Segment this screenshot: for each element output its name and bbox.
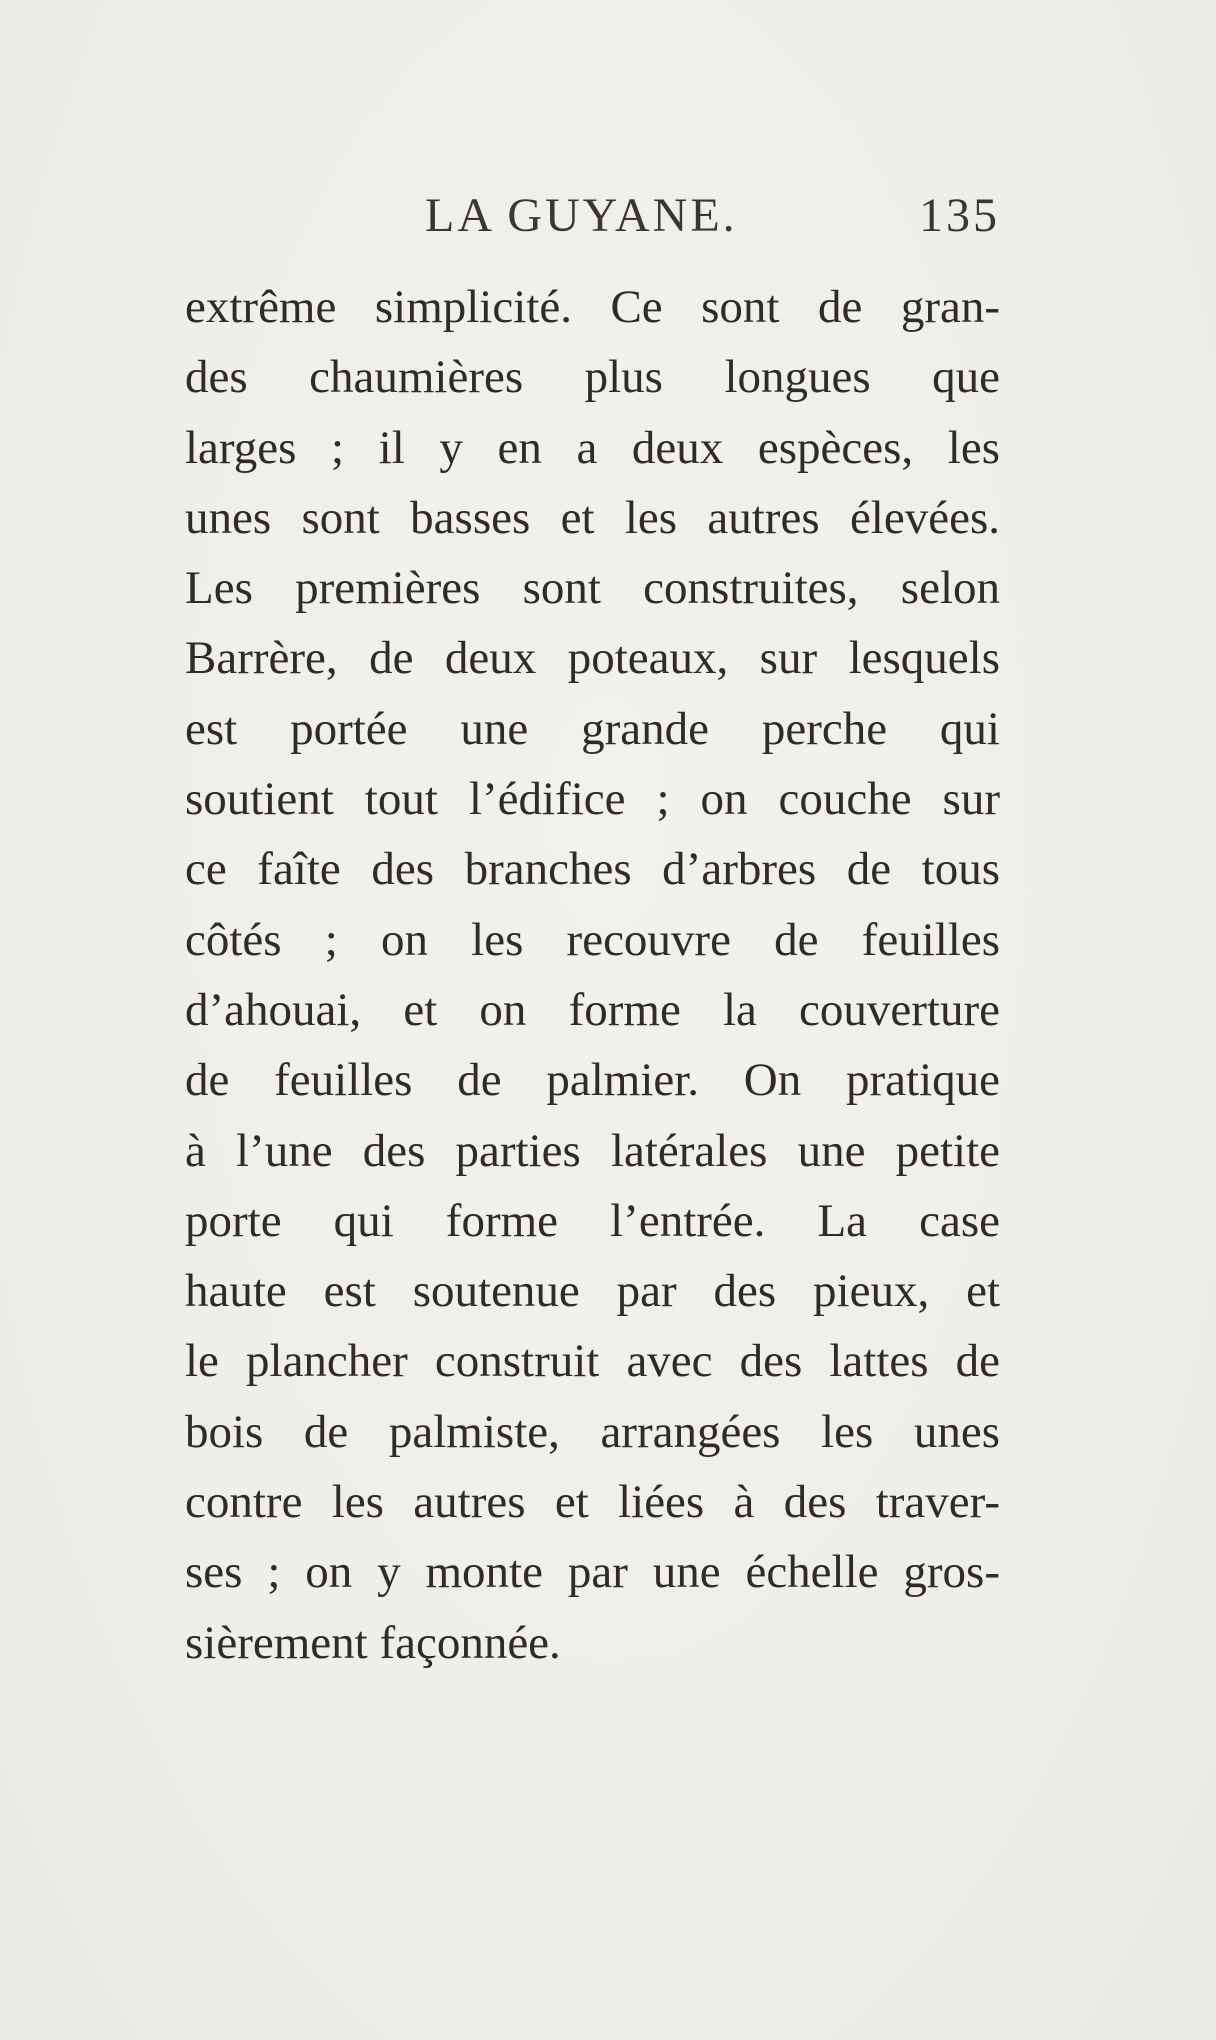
running-title: LA GUYANE. xyxy=(425,189,738,242)
page-header xyxy=(185,188,1000,248)
text-line: unes sont basses et les autres élevées. xyxy=(185,491,1000,544)
text-line: Les premières sont construites, selon xyxy=(185,562,1000,615)
text-line: soutient tout l’édifice ; on couche sur xyxy=(185,773,1000,826)
text-line: Barrère, de deux poteaux, sur lesquels xyxy=(185,632,1000,685)
text-line: est portée une grande perche qui xyxy=(185,702,1000,755)
text-line: bois de palmiste, arrangées les unes xyxy=(185,1405,1000,1458)
text-line: haute est soutenue par des pieux, et xyxy=(185,1265,1000,1318)
text-line: ce faîte des branches d’arbres de tous xyxy=(185,843,1000,896)
text-line: le plancher construit avec des lattes de xyxy=(185,1335,1000,1388)
text-line: à l’une des parties latérales une petite xyxy=(185,1124,1000,1177)
text-line: porte qui forme l’entrée. La case xyxy=(185,1194,1000,1247)
text-line: ses ; on y monte par une échelle gros- xyxy=(185,1546,1000,1599)
text-line: d’ahouai, et on forme la couverture xyxy=(185,983,1000,1036)
text-line: de feuilles de palmier. On pratique xyxy=(185,1054,1000,1107)
page-number: 135 xyxy=(919,189,1000,242)
body-text xyxy=(185,272,1000,1678)
text-line: larges ; il y en a deux espèces, les xyxy=(185,421,1000,474)
text-line: contre les autres et liées à des traver- xyxy=(185,1476,1000,1529)
text-line: extrême simplicité. Ce sont de gran- xyxy=(185,281,1000,333)
text-line: côtés ; on les recouvre de feuilles xyxy=(185,913,1000,966)
text-line: sièrement façonnée. xyxy=(185,1616,561,1669)
text-line: des chaumières plus longues que xyxy=(185,351,1000,404)
